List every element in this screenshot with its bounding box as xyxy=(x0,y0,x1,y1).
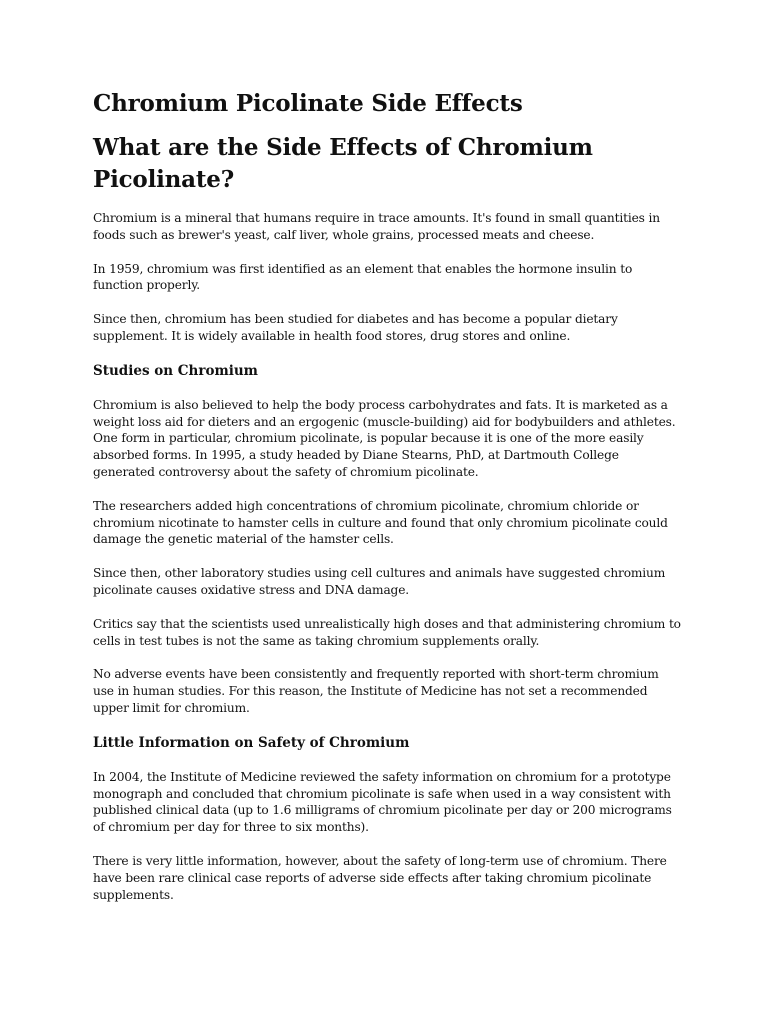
page-title: Chromium Picolinate Side Effects xyxy=(93,90,523,117)
intro-paragraph: Chromium is a mineral that humans require in trace amounts. It's found in small quantities in foods such as brewer's yeast, calf liver, whole grains, processed meats and cheese. xyxy=(93,211,660,242)
section-paragraph: There is very little information, however, about the safety of long-term use of chromium. There have been rare clinical case reports of adverse side effects after taking chromium picolinate supplements. xyxy=(93,853,667,902)
section-paragraph: Critics say that the scientists used unrealistically high doses and that administering chromium to cells in test tubes is not the same as taking chromium supplements orally. xyxy=(93,616,681,648)
document-page xyxy=(93,88,683,920)
intro-paragraph: Since then, chromium has been studied for diabetes and has become a popular dietary supplement. It is widely available in health food stores, drug stores and online. xyxy=(93,312,618,343)
intro-paragraph: In 1959, chromium was first identified as an element that enables the hormone insulin to function properly. xyxy=(93,261,633,293)
section-paragraph: In 2004, the Institute of Medicine reviewed the safety information on chromium for a prototype monograph and concluded that chromium picolinate is safe when used in a way consistent with published clinical data (up to 1.6 milligrams of chromium picolinate per day or 200 micrograms of chromium per day for three to six months). xyxy=(93,769,672,835)
section-paragraph: No adverse events have been consistently and frequently reported with short-term chromium use in human studies. For this reason, the Institute of Medicine has not set a recommended upper limit for chromium. xyxy=(93,667,659,715)
section-paragraph: The researchers added high concentrations of chromium picolinate, chromium chloride or chromium nicotinate to hamster cells in culture and found that only chromium picolinate could damage the genetic material of the hamster cells. xyxy=(93,498,668,547)
section-heading-studies: Studies on Chromium xyxy=(93,362,258,379)
page-subtitle: What are the Side Effects of Chromium Picolinate? xyxy=(93,134,593,193)
section-paragraph: Chromium is also believed to help the body process carbohydrates and fats. It is marketed as a weight loss aid for dieters and an ergogenic (muscle-building) aid for bodybuilders and athletes. One form in particular, chromium picolinate, is popular because it is one of the more easily absorbed forms. In 1995, a study headed by Diane Stearns, PhD, at Dartmouth College generated controversy about the safety of chromium picolinate. xyxy=(93,397,676,479)
section-paragraph: Since then, other laboratory studies using cell cultures and animals have suggested chromium picolinate causes oxidative stress and DNA damage. xyxy=(93,566,666,597)
section-heading-safety: Little Information on Safety of Chromium xyxy=(93,734,410,751)
